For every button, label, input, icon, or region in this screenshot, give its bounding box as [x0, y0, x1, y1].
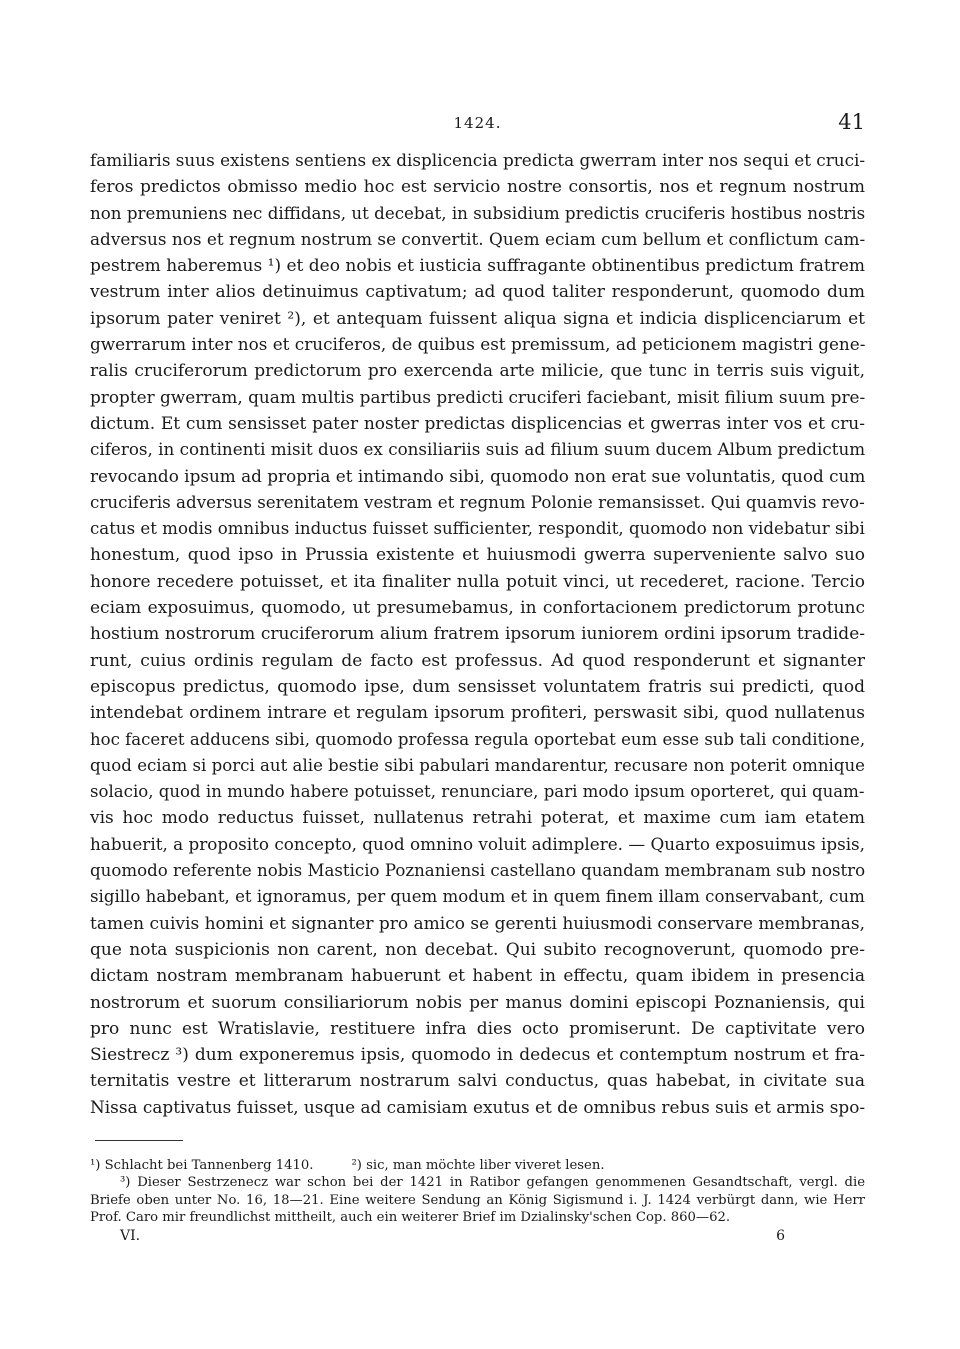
- text-line: gwerrarum inter nos et cruciferos, de quibus est premissum, ad peticionem magistri gene-: [90, 335, 866, 356]
- text-line: ciferos, in continenti misit duos ex consiliariis suis ad filium suum ducem Album predictum: [90, 440, 866, 461]
- footnotes: [90, 1157, 865, 1227]
- running-head-year: 1424.: [453, 114, 502, 132]
- text-line: runt, cuius ordinis regulam de facto est professus. Ad quod responderunt et signanter: [90, 650, 865, 671]
- text-line: intendebat ordinem intrare et regulam ipsorum profiteri, perswasit sibi, quod nullatenus: [90, 703, 865, 724]
- text-line: habuerit, a proposito concepto, quod omnino voluit adimplere. — Quarto exposuimus ipsis,: [90, 834, 866, 855]
- footnote-3-line: Briefe oben unter No. 16, 18—21. Eine weitere Sendung an König Sigismund i. J. 1424 verbürgt dann, wie Herr: [90, 1192, 865, 1208]
- footnote-2: ²) sic, man möchte liber viveret lesen.: [351, 1158, 605, 1173]
- text-line: pestrem haberemus ¹) et deo nobis et iusticia suffragante obtinentibus predictum fratrem: [90, 256, 865, 277]
- text-line: dictum. Et cum sensisset pater noster predictas displicencias et gwerras inter vos et cru-: [90, 413, 865, 434]
- text-line: honestum, quod ipso in Prussia existente et huiusmodi gwerra superveniente salvo suo: [90, 545, 865, 566]
- main-text: [90, 148, 865, 1121]
- text-line: dictam nostram membranam habuerunt et habent in effectu, quam ibidem in presencia: [90, 966, 865, 987]
- text-line: vestrum inter alios detinuimus captivatum; ad quod taliter responderunt, quomodo dum: [90, 282, 865, 303]
- text-line: solacio, quod in mundo habere potuisset, renunciare, pari modo ipsum oporteret, qui quam-: [90, 782, 865, 803]
- text-line: episcopus predictus, quomodo ipse, dum sensisset voluntatem fratris sui predicti, quod: [90, 676, 865, 697]
- text-line: quomodo referente nobis Masticio Poznaniensi castellano quandam membranam sub nostro: [90, 861, 866, 882]
- text-line: ralis cruciferorum predictorum pro exercenda arte milicie, que tunc in terris suis viguit,: [90, 361, 865, 382]
- footnote-separator: [95, 1140, 183, 1141]
- text-line: vis hoc modo reductus fuisset, nullatenus retrahi poterat, et maxime cum iam etatem: [90, 808, 865, 829]
- text-line: cruciferis adversus serenitatem vestram et regnum Polonie remansisset. Qui quamvis revo-: [90, 492, 865, 513]
- text-line: pro nunc est Wratislavie, restituere infra dies octo promiserunt. De captivitate vero: [90, 1018, 865, 1039]
- footnote-1: ¹) Schlacht bei Tannenberg 1410.: [90, 1158, 314, 1173]
- text-line: feros predictos obmisso medio hoc est servicio nostre consortis, nos et regnum nostrum: [90, 177, 865, 198]
- text-line: eciam exposuimus, quomodo, ut presumebamus, in confortacionem predictorum protunc: [90, 598, 865, 619]
- text-line: que nota suspicionis non carent, non decebat. Qui subito recognoverunt, quomodo pre-: [90, 939, 865, 960]
- text-line: familiaris suus existens sentiens ex displicencia predicta gwerram inter nos sequi et cruci-: [90, 151, 866, 171]
- text-line: propter gwerram, quam multis partibus predicti cruciferi faciebant, misit filium suum pre-: [90, 387, 866, 408]
- page-number: 41: [838, 110, 865, 134]
- sheet-signature: 6: [776, 1228, 785, 1244]
- text-line: ternitatis vestre et litterarum nostrarum salvi conductus, quas habebat, in civitate sua: [90, 1071, 865, 1092]
- text-line: non premuniens nec diffidans, ut decebat, in subsidium predictis cruciferis hostibus nostris: [90, 203, 866, 224]
- footnote-3-line: Prof. Caro mir freundlichst mittheilt, auch ein weiterer Brief im Dzialinsky'schen Cop. 860—62.: [90, 1210, 731, 1226]
- text-line: hostium nostrorum cruciferorum alium fratrem ipsorum iuniorem ordini ipsorum tradide-: [90, 624, 865, 645]
- text-line: Nissa captivatus fuisset, usque ad camisiam exutus et de omnibus rebus suis et armis spo-: [90, 1097, 866, 1118]
- text-line: quod eciam si porci aut alie bestie sibi pabulari mandarentur, recusare non poterit omnique: [90, 755, 865, 776]
- page-header: [90, 110, 865, 140]
- signature-row: [120, 1228, 785, 1248]
- text-line: hoc faceret adducens sibi, quomodo professa regula oportebat eum esse sub tali conditione,: [90, 729, 866, 750]
- text-line: sigillo habebant, et ignoramus, per quem modum et in quem finem illam conservabant, cum: [90, 887, 865, 908]
- text-line: ipsorum pater veniret ²), et antequam fuissent aliqua signa et indicia displicenciarum et: [90, 308, 865, 329]
- text-line: honore recedere potuisset, et ita finaliter nulla potuit vinci, ut recederet, racione. Tercio: [90, 571, 865, 592]
- text-line: adversus nos et regnum nostrum se convertit. Quem eciam cum bellum et conflictum cam-: [90, 229, 866, 250]
- footnote-1-2-line: [90, 1157, 865, 1174]
- text-line: nostrorum et suorum consiliariorum nobis per manus domini episcopi Poznaniensis, qui: [90, 992, 865, 1013]
- volume-signature: VI.: [120, 1228, 141, 1244]
- text-line: revocando ipsum ad propria et intimando sibi, quomodo non erat sue voluntatis, quod cum: [90, 466, 866, 487]
- text-line: catus et modis omnibus inductus fuisset sufficienter, respondit, quomodo non videbatur sibi: [90, 519, 865, 540]
- text-line: Siestrecz ³) dum exponeremus ipsis, quomodo in dedecus et contemptum nostrum et fra-: [90, 1045, 865, 1066]
- text-line: tamen cuivis homini et signanter pro amico se gerenti huiusmodi conservare membranas,: [90, 913, 866, 934]
- footnote-3-line: ³) Dieser Sestrzenecz war schon bei der 1421 in Ratibor gefangen genommenen Gesandtschaft, vergl. die: [120, 1175, 865, 1191]
